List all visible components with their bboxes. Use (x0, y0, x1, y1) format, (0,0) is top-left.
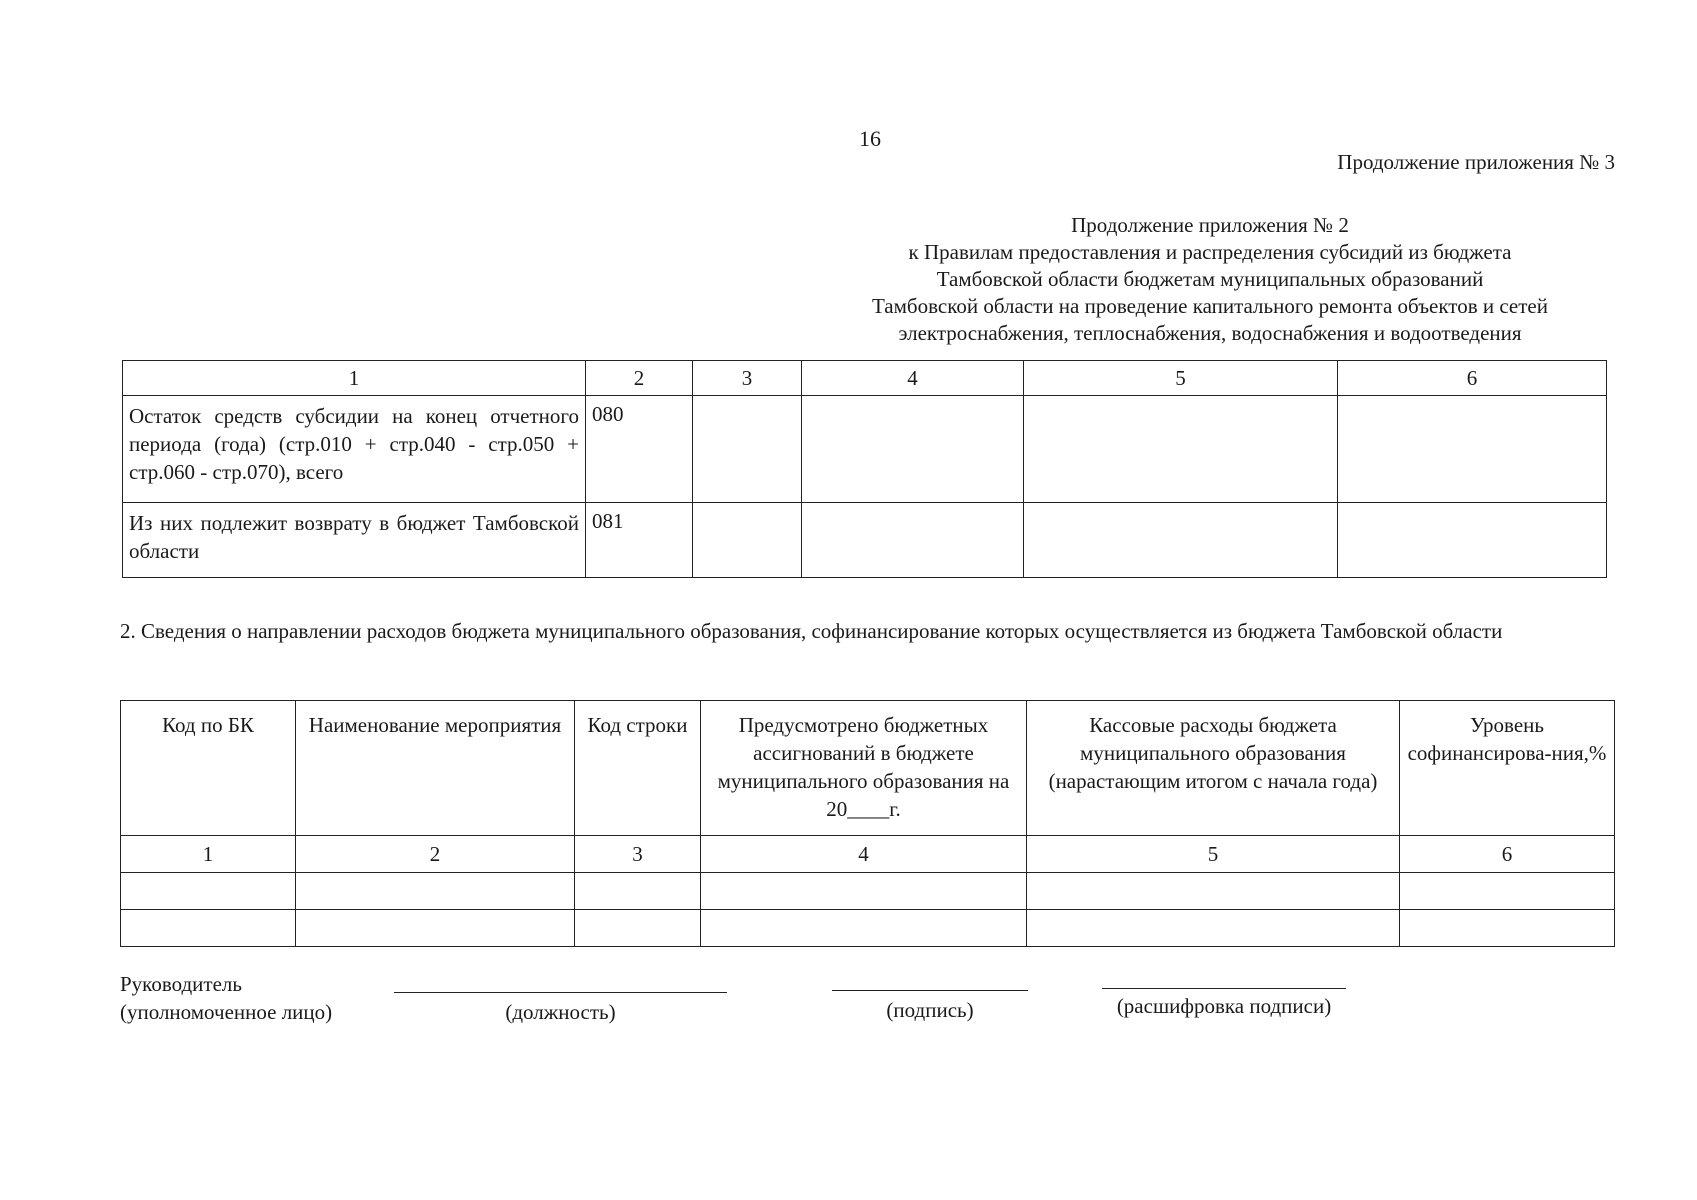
signer-role-title: Руководитель (120, 972, 242, 996)
table-row (121, 873, 1615, 910)
column-number: 6 (1400, 836, 1615, 873)
empty-cell (1024, 396, 1338, 503)
page-number: 16 (859, 126, 881, 151)
empty-cell (1027, 910, 1400, 947)
empty-cell (1338, 396, 1607, 503)
empty-cell (575, 910, 701, 947)
position-caption: (должность) (505, 1000, 616, 1024)
signature-caption: (подпись) (886, 998, 974, 1022)
column-header: Код строки (575, 701, 701, 836)
empty-cell (1024, 503, 1338, 578)
table-row (123, 503, 1607, 578)
signer-role-subtitle: (уполномоченное лицо) (120, 1000, 333, 1024)
empty-cell (296, 873, 575, 910)
header-line: Тамбовской области бюджетам муниципальных образований (936, 267, 1484, 291)
column-header: Кассовые расходы бюджета муниципального образования (нарастающим итогом с начала года) (1027, 701, 1400, 836)
header-line: Продолжение приложения № 2 (1071, 213, 1349, 237)
continuation-appendix-3: Продолжение приложения № 3 (1337, 150, 1615, 174)
column-number: 3 (575, 836, 701, 873)
column-number: 3 (693, 361, 802, 396)
signer-role (120, 970, 332, 1026)
balance-table (122, 360, 1607, 578)
row-label: Из них подлежит возврату в бюджет Тамбовской области (123, 503, 586, 578)
column-header: Уровень софинансирова-ния,% (1400, 701, 1615, 836)
decoding-line (1102, 988, 1346, 989)
header-line: Тамбовской области на проведение капитального ремонта объектов и сетей (871, 294, 1548, 318)
header-line: электроснабжения, теплоснабжения, водоснабжения и водоотведения (898, 321, 1522, 345)
column-number: 1 (123, 361, 586, 396)
empty-cell (121, 910, 296, 947)
empty-cell (1400, 873, 1615, 910)
empty-cell (575, 873, 701, 910)
position-line (394, 992, 727, 993)
column-number: 4 (802, 361, 1024, 396)
column-header: Наименование мероприятия (296, 701, 575, 836)
column-number: 2 (586, 361, 693, 396)
empty-cell (701, 910, 1027, 947)
column-number: 5 (1024, 361, 1338, 396)
empty-cell (693, 503, 802, 578)
empty-cell (1027, 873, 1400, 910)
empty-cell (121, 873, 296, 910)
column-number: 1 (121, 836, 296, 873)
column-number: 4 (701, 836, 1027, 873)
column-number: 5 (1027, 836, 1400, 873)
section-2-title: 2. Сведения о направлении расходов бюджета муниципального образования, софинансирование которых осуществляется из бюджета Тамбовской области (120, 619, 1503, 643)
row-code: 080 (586, 396, 693, 503)
column-number: 2 (296, 836, 575, 873)
empty-cell (1338, 503, 1607, 578)
row-label: Остаток средств субсидии на конец отчетного периода (года) (стр.010 + стр.040 - стр.050 + стр.060 - стр.070), всего (123, 396, 586, 503)
appendix-header (800, 212, 1620, 347)
column-number: 6 (1338, 361, 1607, 396)
row-code: 081 (586, 503, 693, 578)
expenses-table (120, 700, 1615, 947)
column-header: Предусмотрено бюджетных ассигнований в бюджете муниципального образования на 20____г. (701, 701, 1027, 836)
empty-cell (802, 503, 1024, 578)
header-line: к Правилам предоставления и распределения субсидий из бюджета (908, 240, 1512, 264)
empty-cell (701, 873, 1027, 910)
empty-cell (1400, 910, 1615, 947)
empty-cell (693, 396, 802, 503)
table-row (123, 396, 1607, 503)
table-row (121, 910, 1615, 947)
column-numbers-row (121, 836, 1615, 873)
empty-cell (296, 910, 575, 947)
decoding-caption: (расшифровка подписи) (1116, 994, 1332, 1018)
empty-cell (802, 396, 1024, 503)
signature-line (832, 990, 1028, 991)
table-header-row (121, 701, 1615, 836)
column-header: Код по БК (121, 701, 296, 836)
table-header-row (123, 361, 1607, 396)
